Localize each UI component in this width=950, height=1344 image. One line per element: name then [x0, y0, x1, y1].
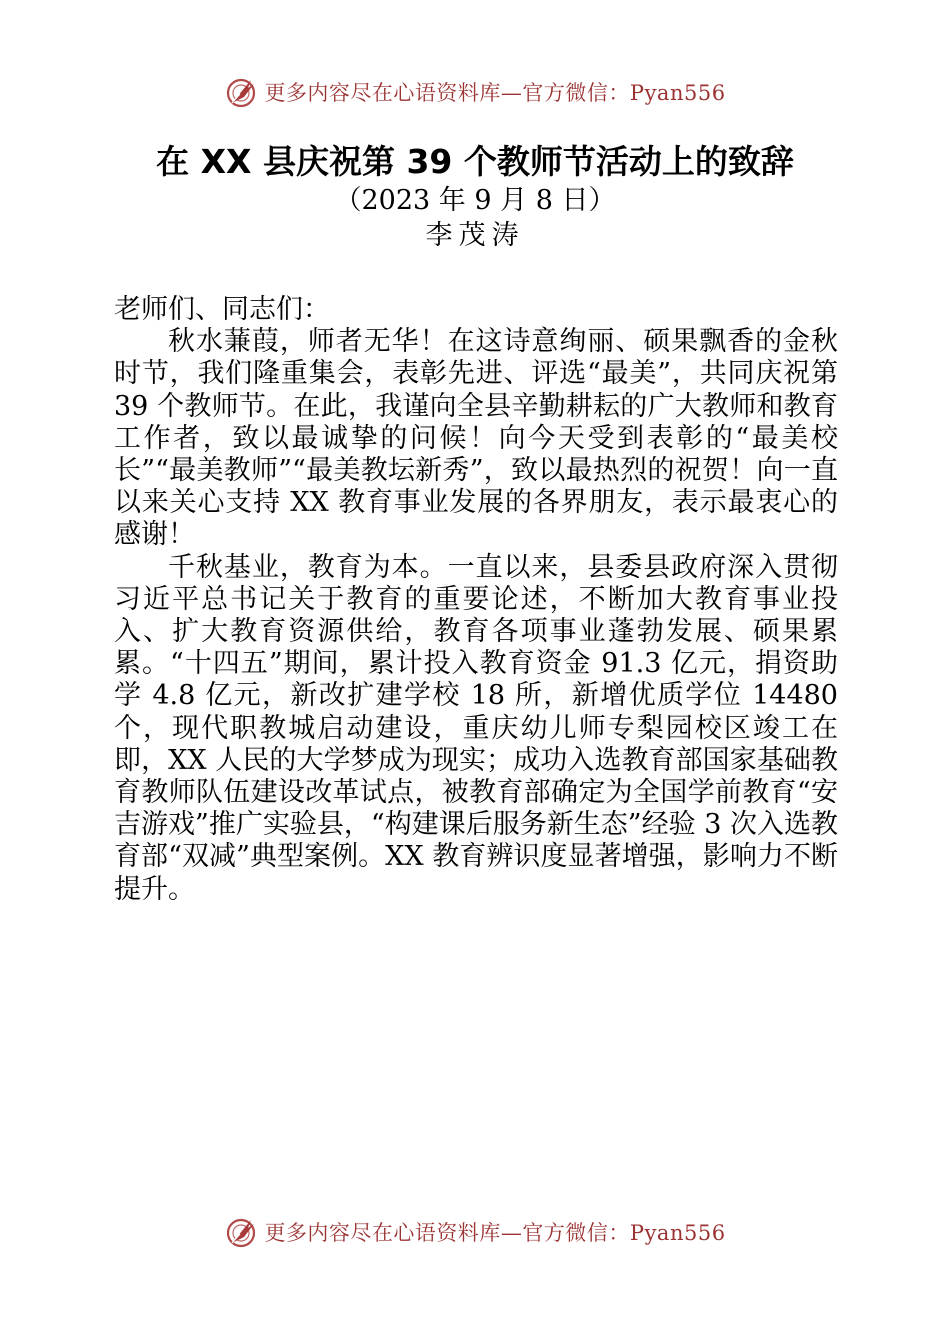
- watermark-banner-bottom: [0, 1212, 950, 1252]
- document-body: [114, 294, 838, 906]
- quill-pen-logo-icon: [224, 75, 258, 109]
- document-title: 在 XX 县庆祝第 39 个教师节活动上的致辞: [156, 142, 794, 181]
- paragraph-1: 秋水蒹葭，师者无华！在这诗意绚丽、硕果飘香的金秋时节，我们隆重集会，表彰先进、评选“最美”，共同庆祝第 39 个教师节。在此，我谨向全县辛勤耕耘的广大教师和教育工作者，致以最诚挚的问候！向今天受到表彰的“最美校长”“最美教师”“最美教坛新秀”，致以最热烈的祝贺！向一直以来关心支持 XX 教育事业发展的各界朋友，表示最衷心的感谢！: [114, 326, 838, 551]
- document-author: 李茂涛: [425, 220, 525, 251]
- watermark-text: 更多内容尽在心语资料库—官方微信：Pyan556: [264, 81, 726, 105]
- watermark-text: 更多内容尽在心语资料库—官方微信：Pyan556: [264, 1221, 726, 1245]
- document-date: （2023 年 9 月 8 日）: [334, 185, 616, 216]
- paragraph-2: 千秋基业，教育为本。一直以来，县委县政府深入贯彻习近平总书记关于教育的重要论述，不断加大教育事业投入、扩大教育资源供给，教育各项事业蓬勃发展、硕果累累。“十四五”期间，累计投入教育资金 91.3 亿元，捐资助学 4.8 亿元，新改扩建学校 18 所，新增优质学位 14480 个，现代职教城启动建设，重庆幼儿师专梨园校区竣工在即，XX 人民的大学梦成为现实；成功入选教育部国家基础教育教师队伍建设改革试点，被教育部确定为全国学前教育“安吉游戏”推广实验县，“构建课后服务新生态”经验 3 次入选教育部“双减”典型案例。XX 教育辨识度显著增强，影响力不断提升。: [114, 551, 838, 905]
- watermark-banner-top: [0, 72, 950, 112]
- quill-pen-logo-icon: [224, 1215, 258, 1249]
- salutation: 老师们、同志们：: [114, 294, 330, 325]
